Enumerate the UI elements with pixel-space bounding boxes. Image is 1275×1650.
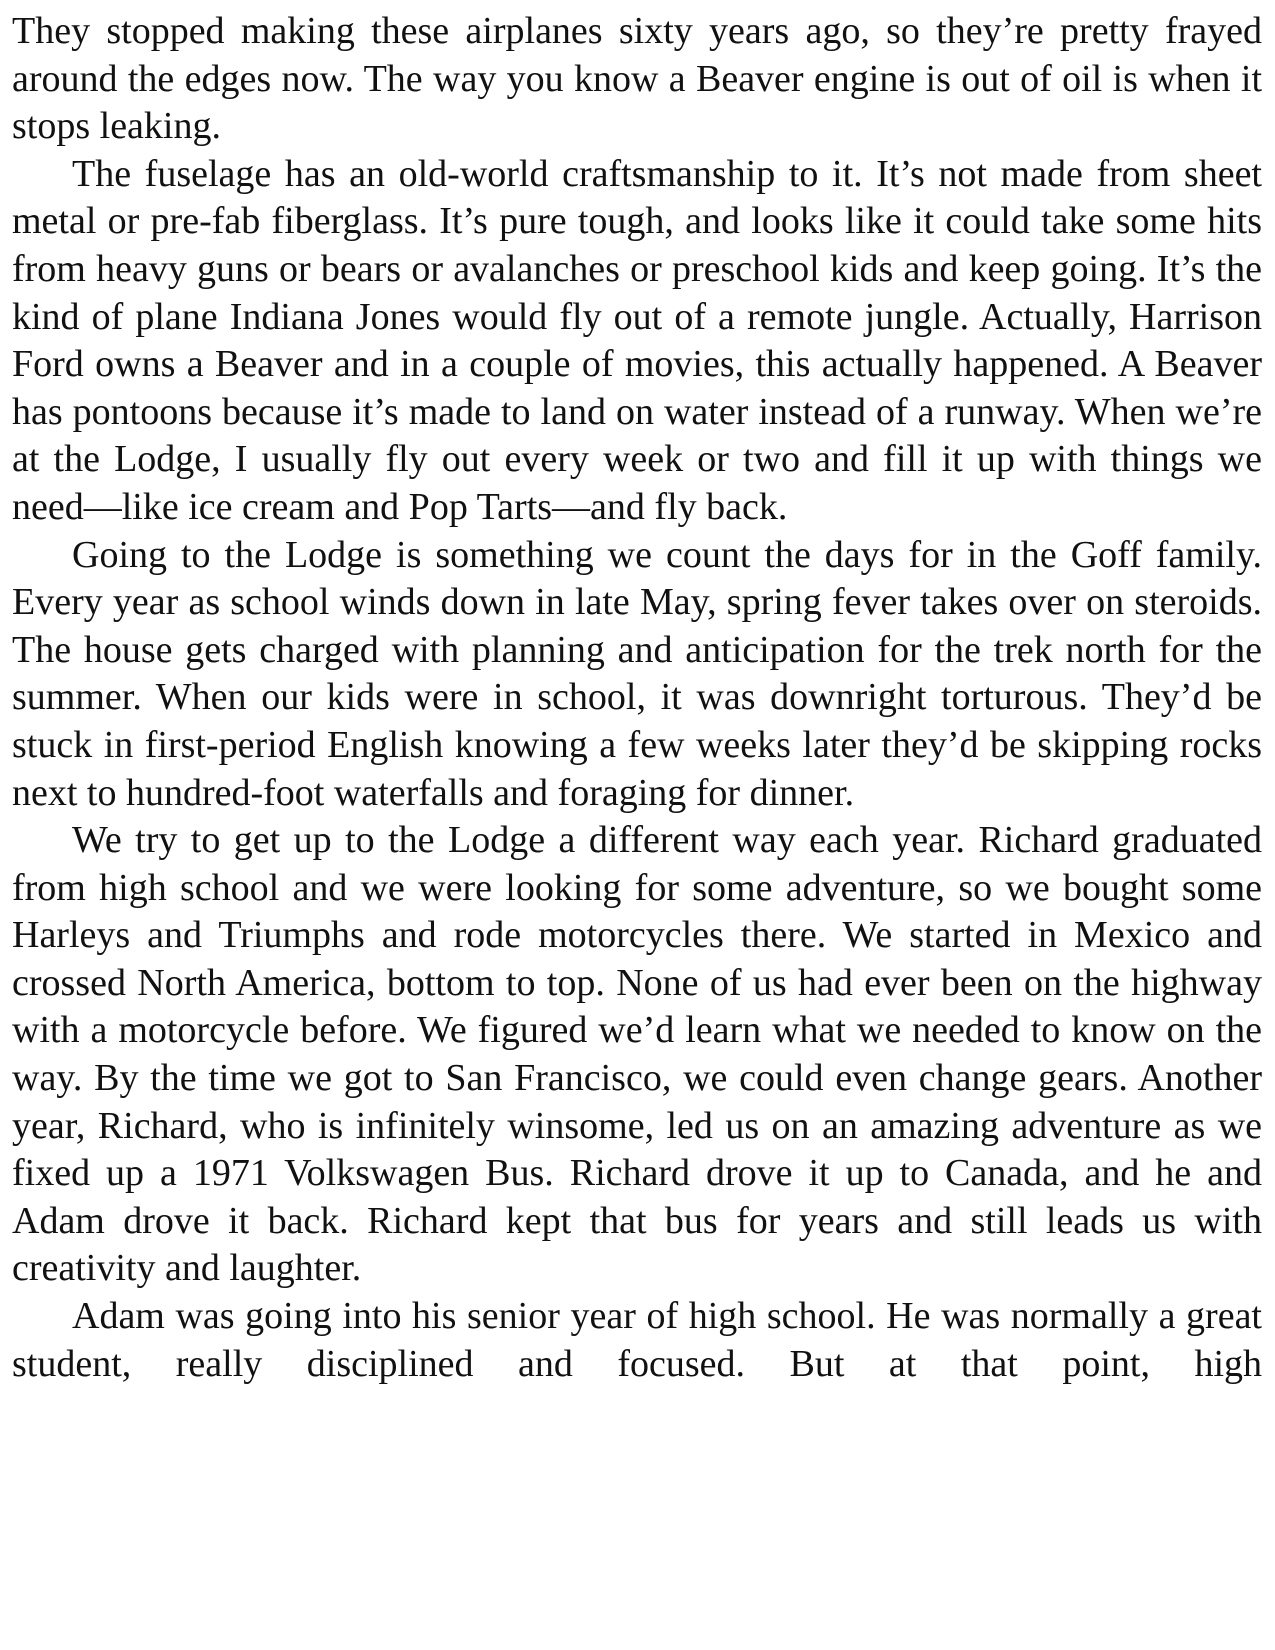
paragraph-adam-senior-year: Adam was going into his senior year of high school. He was normally a great student, really disciplined and focused. But at that point, high xyxy=(12,1295,1262,1385)
paragraph-fuselage: The fuselage has an old-world craftsmanship to it. It’s not made from sheet metal or pre-fab fiberglass. It’s pure tough, and looks like it could take some hits from heavy guns or bears or avalanches or preschool kids and keep going. It’s the kind of plane Indiana Jones would fly out of a remote jungle. Actually, Harrison Ford owns a Beaver and in a couple of movies, this actually happened. A Beaver has pontoons because it’s made to land on water instead of a runway. When we’re at the Lodge, I usually fly out every week or two and fill it up with things we need—like ice cream and Pop Tarts—and fly back. xyxy=(12,152,1262,528)
book-page-body xyxy=(12,8,1262,1388)
paragraph-trip-ways: We try to get up to the Lodge a different way each year. Richard graduated from high school and we were looking for some adventure, so we bought some Harleys and Triumphs and rode motorcycles there. We started in Mexico and crossed North America, bottom to top. None of us had ever been on the highway with a motorcycle before. We figured we’d learn what we needed to know on the way. By the time we got to San Francisco, we could even change gears. Another year, Richard, who is infinitely winsome, led us on an amazing adventure as we fixed up a 1971 Volkswagen Bus. Richard drove it up to Canada, and he and Adam drove it back. Richard kept that bus for years and still leads us with creativity and laughter. xyxy=(12,819,1262,1290)
paragraph-beaver-age: They stopped making these airplanes sixty years ago, so they’re pretty frayed around the edges now. The way you know a Beaver engine is out of oil is when it stops leaking. xyxy=(12,10,1262,148)
paragraph-going-to-lodge: Going to the Lodge is something we count the days for in the Goff family. Every year as school winds down in late May, spring fever takes over on steroids. The house gets charged with planning and anticipation for the trek north for the summer. When our kids were in school, it was downright torturous. They’d be stuck in first-period English knowing a few weeks later they’d be skipping rocks next to hundred-foot waterfalls and foraging for dinner. xyxy=(12,533,1262,814)
